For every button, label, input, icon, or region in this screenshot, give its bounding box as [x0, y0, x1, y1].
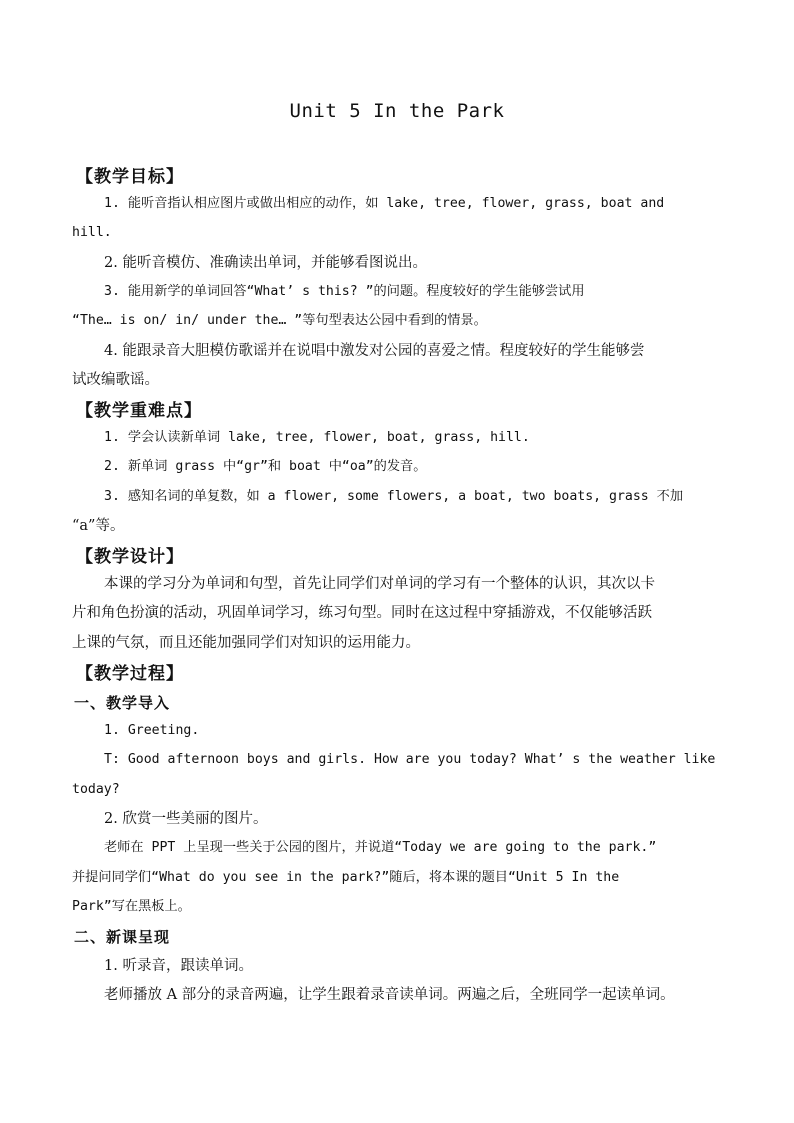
process-part2-heading: 二、新课呈现 — [74, 928, 171, 946]
process-part1-line-1: 1. Greeting. — [104, 723, 200, 738]
objective-line-4-cont: 试改编歌谣。 — [72, 372, 159, 388]
objective-line-3: 3. 能用新学的单词回答“What’ s this? ”的问题。程度较好的学生能够尝试用 — [104, 284, 585, 299]
objective-line-2: 2. 能听音模仿、准确读出单词，并能够看图说出。 — [104, 255, 427, 271]
objective-line-3-cont: “The… is on/ in/ under the… ”等句型表达公园中看到的情景。 — [72, 313, 487, 328]
process-part1-line-4: 老师在 PPT 上呈现一些关于公园的图片，并说道“Today we are going to the park.” — [104, 840, 657, 855]
process-part1-line-3: 2. 欣赏一些美丽的图片。 — [104, 811, 268, 827]
design-line-1: 本课的学习分为单词和句型，首先让同学们对单词的学习有一个整体的认识，其次以卡 — [104, 576, 655, 592]
section-heading-objectives: 【教学目标】 — [76, 167, 184, 187]
design-line-2: 片和角色扮演的活动，巩固单词学习，练习句型。同时在这过程中穿插游戏，不仅能够活跃 — [72, 605, 652, 621]
process-part1-heading: 一、教学导入 — [74, 694, 171, 712]
objective-line-4: 4. 能跟录音大胆模仿歌谣并在说唱中激发对公园的喜爱之情。程度较好的学生能够尝 — [104, 343, 645, 359]
process-part1-line-4-cont2: Park”写在黑板上。 — [72, 899, 191, 914]
process-part1-line-4-cont: 并提问同学们“What do you see in the park?”随后，将本课的题目“Unit 5 In the — [72, 870, 620, 885]
process-part1-line-2: T: Good afternoon boys and girls. How are you today? What’ s the weather like — [104, 752, 716, 767]
section-heading-process: 【教学过程】 — [76, 664, 184, 684]
section-heading-key-points: 【教学重难点】 — [76, 401, 202, 421]
design-line-3: 上课的气氛，而且还能加强同学们对知识的运用能力。 — [72, 635, 420, 651]
process-part2-line-2: 老师播放 A 部分的录音两遍，让学生跟着录音读单词。两遍之后，全班同学一起读单词。 — [104, 987, 675, 1003]
key-point-line-2: 2. 新单词 grass 中“gr”和 boat 中“oa”的发音。 — [104, 459, 427, 474]
key-point-line-3-cont: “a”等。 — [72, 518, 125, 534]
objective-line-1-cont: hill. — [72, 225, 112, 240]
document-title: Unit 5 In the Park — [289, 100, 505, 122]
process-part2-line-1: 1. 听录音，跟读单词。 — [104, 958, 253, 974]
objective-line-1: 1. 能听音指认相应图片或做出相应的动作，如 lake, tree, flower, grass, boat and — [104, 196, 665, 211]
section-heading-design: 【教学设计】 — [76, 547, 184, 567]
process-part1-line-2-cont: today? — [72, 782, 120, 797]
key-point-line-3: 3. 感知名词的单复数，如 a flower, some flowers, a boat, two boats, grass 不加 — [104, 489, 684, 504]
key-point-line-1: 1. 学会认读新单词 lake, tree, flower, boat, grass, hill. — [104, 430, 530, 445]
